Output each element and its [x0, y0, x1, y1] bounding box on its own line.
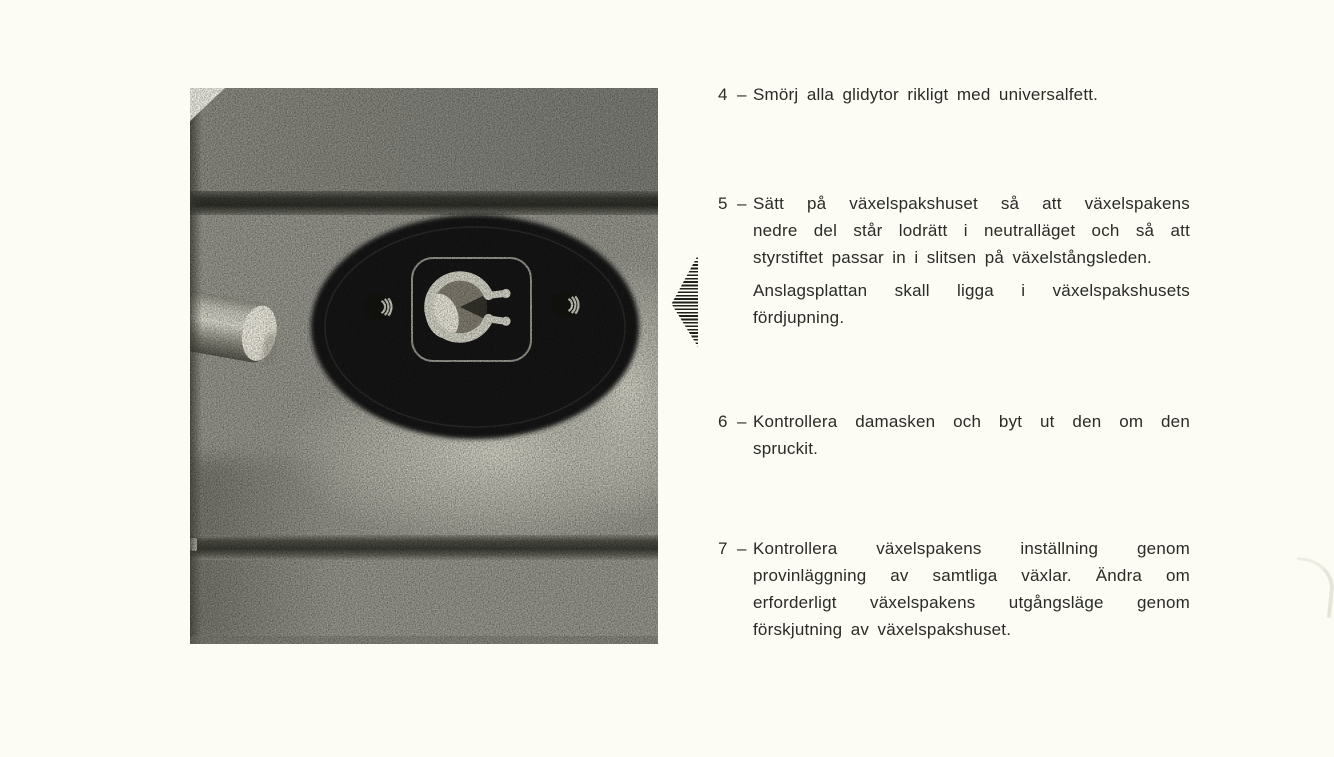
instruction-dash: –: [737, 85, 747, 104]
instruction-paragraph: [753, 190, 1190, 271]
instruction-line: spruckit.: [753, 439, 819, 458]
instruction-text: [753, 190, 1190, 331]
instruction-text: [753, 408, 1190, 462]
instruction-paragraph: [753, 277, 1190, 331]
instruction-dash: –: [737, 194, 747, 213]
instruction-line: nedre del står lodrätt i neutralläget och så att: [753, 221, 1190, 240]
instruction-item-4: [718, 81, 1196, 108]
instruction-dash: –: [737, 412, 747, 431]
instruction-line: Kontrollera damasken och byt ut den om den: [753, 412, 1190, 431]
instruction-item-6: [718, 408, 1196, 462]
instruction-text: [753, 535, 1190, 643]
instruction-line: Smörj alla glidytor rikligt med universalfett.: [753, 85, 1099, 104]
page-curl-artifact: [1291, 557, 1334, 618]
instruction-line: provinläggning av samtliga växlar. Ändra om: [753, 566, 1190, 585]
instruction-line: fördjupning.: [753, 308, 845, 327]
instruction-number: 5: [718, 194, 728, 213]
instruction-line: förskjutning av växelspakshuset.: [753, 620, 1012, 639]
figure-photo: [190, 88, 658, 644]
halftone-arrow-left-icon: [671, 254, 698, 348]
instruction-number: 4: [718, 85, 728, 104]
instruction-line: Sätt på växelspakshuset så att växelspakens: [753, 194, 1190, 213]
instruction-line: Anslagsplattan skall ligga i växelspakshusets: [753, 281, 1190, 300]
instruction-item-7: [718, 535, 1196, 643]
gear-lever-housing-illustration: [190, 88, 658, 644]
instruction-line: erforderligt växelspakens utgångsläge genom: [753, 593, 1190, 612]
instruction-text: [753, 81, 1190, 108]
instruction-number: 6: [718, 412, 728, 431]
instruction-line: Kontrollera växelspakens inställning genom: [753, 539, 1190, 558]
instruction-item-5: [718, 190, 1196, 331]
instruction-line: styrstiftet passar in i slitsen på växelstångsleden.: [753, 248, 1152, 267]
instruction-dash: –: [737, 539, 747, 558]
instruction-number: 7: [718, 539, 728, 558]
